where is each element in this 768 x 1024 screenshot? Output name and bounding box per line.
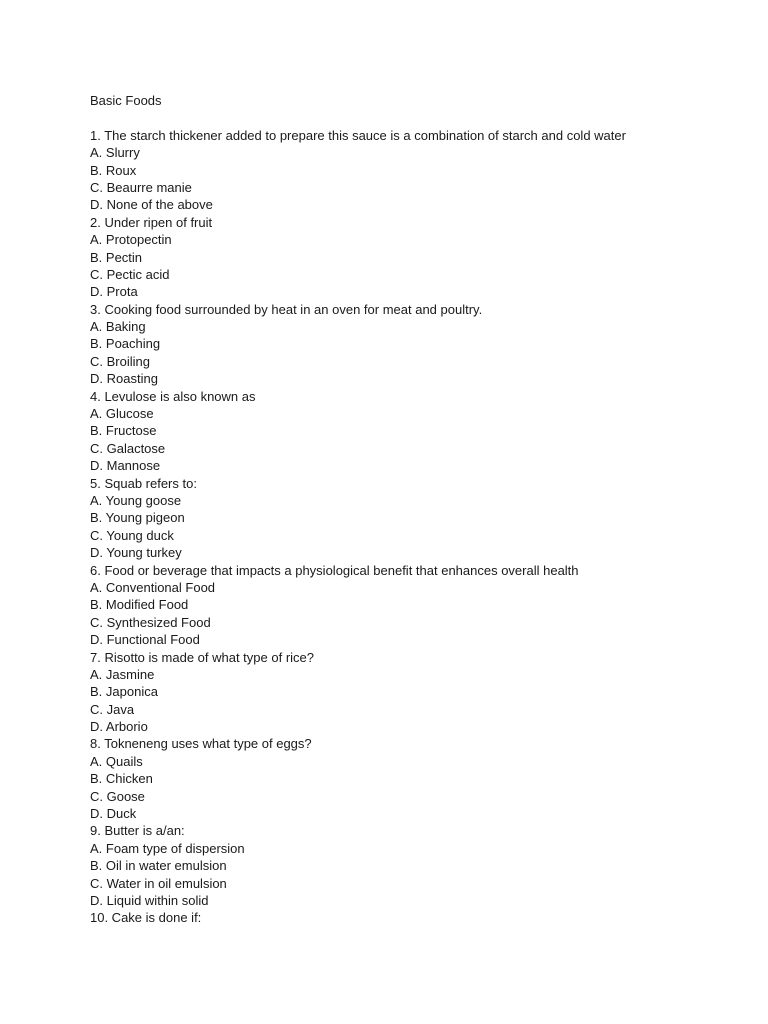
question-text: 9. Butter is a/an: bbox=[90, 823, 185, 839]
question-10 bbox=[90, 909, 730, 926]
option-d: D. None of the above bbox=[90, 197, 213, 213]
question-text: 4. Levulose is also known as bbox=[90, 388, 256, 404]
option-a: A. Protopectin bbox=[90, 232, 172, 248]
option-c: C. Java bbox=[90, 701, 135, 717]
option-d: D. Duck bbox=[90, 806, 137, 822]
option-d: D. Arborio bbox=[90, 719, 148, 735]
question-2 bbox=[90, 214, 730, 301]
question-text: 8. Tokneneng uses what type of eggs? bbox=[90, 736, 312, 752]
option-a: A. Young goose bbox=[90, 492, 182, 508]
option-d: D. Roasting bbox=[90, 371, 158, 387]
question-text: 1. The starch thickener added to prepare this sauce is a combination of starch and cold water bbox=[90, 127, 626, 143]
question-text: 10. Cake is done if: bbox=[90, 910, 202, 926]
question-list bbox=[90, 127, 730, 927]
option-d: D. Young turkey bbox=[90, 545, 182, 561]
option-c: C. Young duck bbox=[90, 527, 174, 543]
question-text: 6. Food or beverage that impacts a physiological benefit that enhances overall health bbox=[90, 562, 579, 578]
option-a: A. Slurry bbox=[90, 145, 140, 161]
option-c: C. Pectic acid bbox=[90, 266, 170, 282]
option-b: B. Modified Food bbox=[90, 597, 189, 613]
question-5 bbox=[90, 475, 730, 562]
question-1 bbox=[90, 127, 730, 214]
option-a: A. Quails bbox=[90, 753, 143, 769]
question-text: 3. Cooking food surrounded by heat in an oven for meat and poultry. bbox=[90, 301, 483, 317]
option-b: B. Pectin bbox=[90, 249, 143, 265]
question-3 bbox=[90, 301, 730, 388]
document-title: Basic Foods bbox=[90, 93, 162, 108]
option-b: B. Japonica bbox=[90, 684, 158, 700]
question-text: 5. Squab refers to: bbox=[90, 475, 197, 491]
question-text: 7. Risotto is made of what type of rice? bbox=[90, 649, 314, 665]
option-b: B. Poaching bbox=[90, 336, 161, 352]
option-b: B. Oil in water emulsion bbox=[90, 858, 227, 874]
question-4 bbox=[90, 388, 730, 475]
option-c: C. Goose bbox=[90, 788, 145, 804]
question-text: 2. Under ripen of fruit bbox=[90, 214, 213, 230]
document-page bbox=[90, 92, 730, 927]
option-a: A. Baking bbox=[90, 319, 146, 335]
question-7 bbox=[90, 649, 730, 736]
question-6 bbox=[90, 562, 730, 649]
question-8 bbox=[90, 735, 730, 822]
option-d: D. Functional Food bbox=[90, 632, 200, 648]
option-d: D. Mannose bbox=[90, 458, 161, 474]
option-a: A. Jasmine bbox=[90, 666, 155, 682]
option-c: C. Synthesized Food bbox=[90, 614, 211, 630]
option-c: C. Water in oil emulsion bbox=[90, 875, 227, 891]
option-c: C. Broiling bbox=[90, 353, 150, 369]
option-a: A. Foam type of dispersion bbox=[90, 840, 245, 856]
option-b: B. Roux bbox=[90, 162, 137, 178]
question-9 bbox=[90, 822, 730, 909]
option-d: D. Prota bbox=[90, 284, 138, 300]
option-c: C. Galactose bbox=[90, 440, 166, 456]
option-a: A. Glucose bbox=[90, 406, 154, 422]
option-b: B. Young pigeon bbox=[90, 510, 185, 526]
option-b: B. Fructose bbox=[90, 423, 157, 439]
option-d: D. Liquid within solid bbox=[90, 892, 209, 908]
option-b: B. Chicken bbox=[90, 771, 153, 787]
option-c: C. Beaurre manie bbox=[90, 179, 192, 195]
option-a: A. Conventional Food bbox=[90, 579, 216, 595]
